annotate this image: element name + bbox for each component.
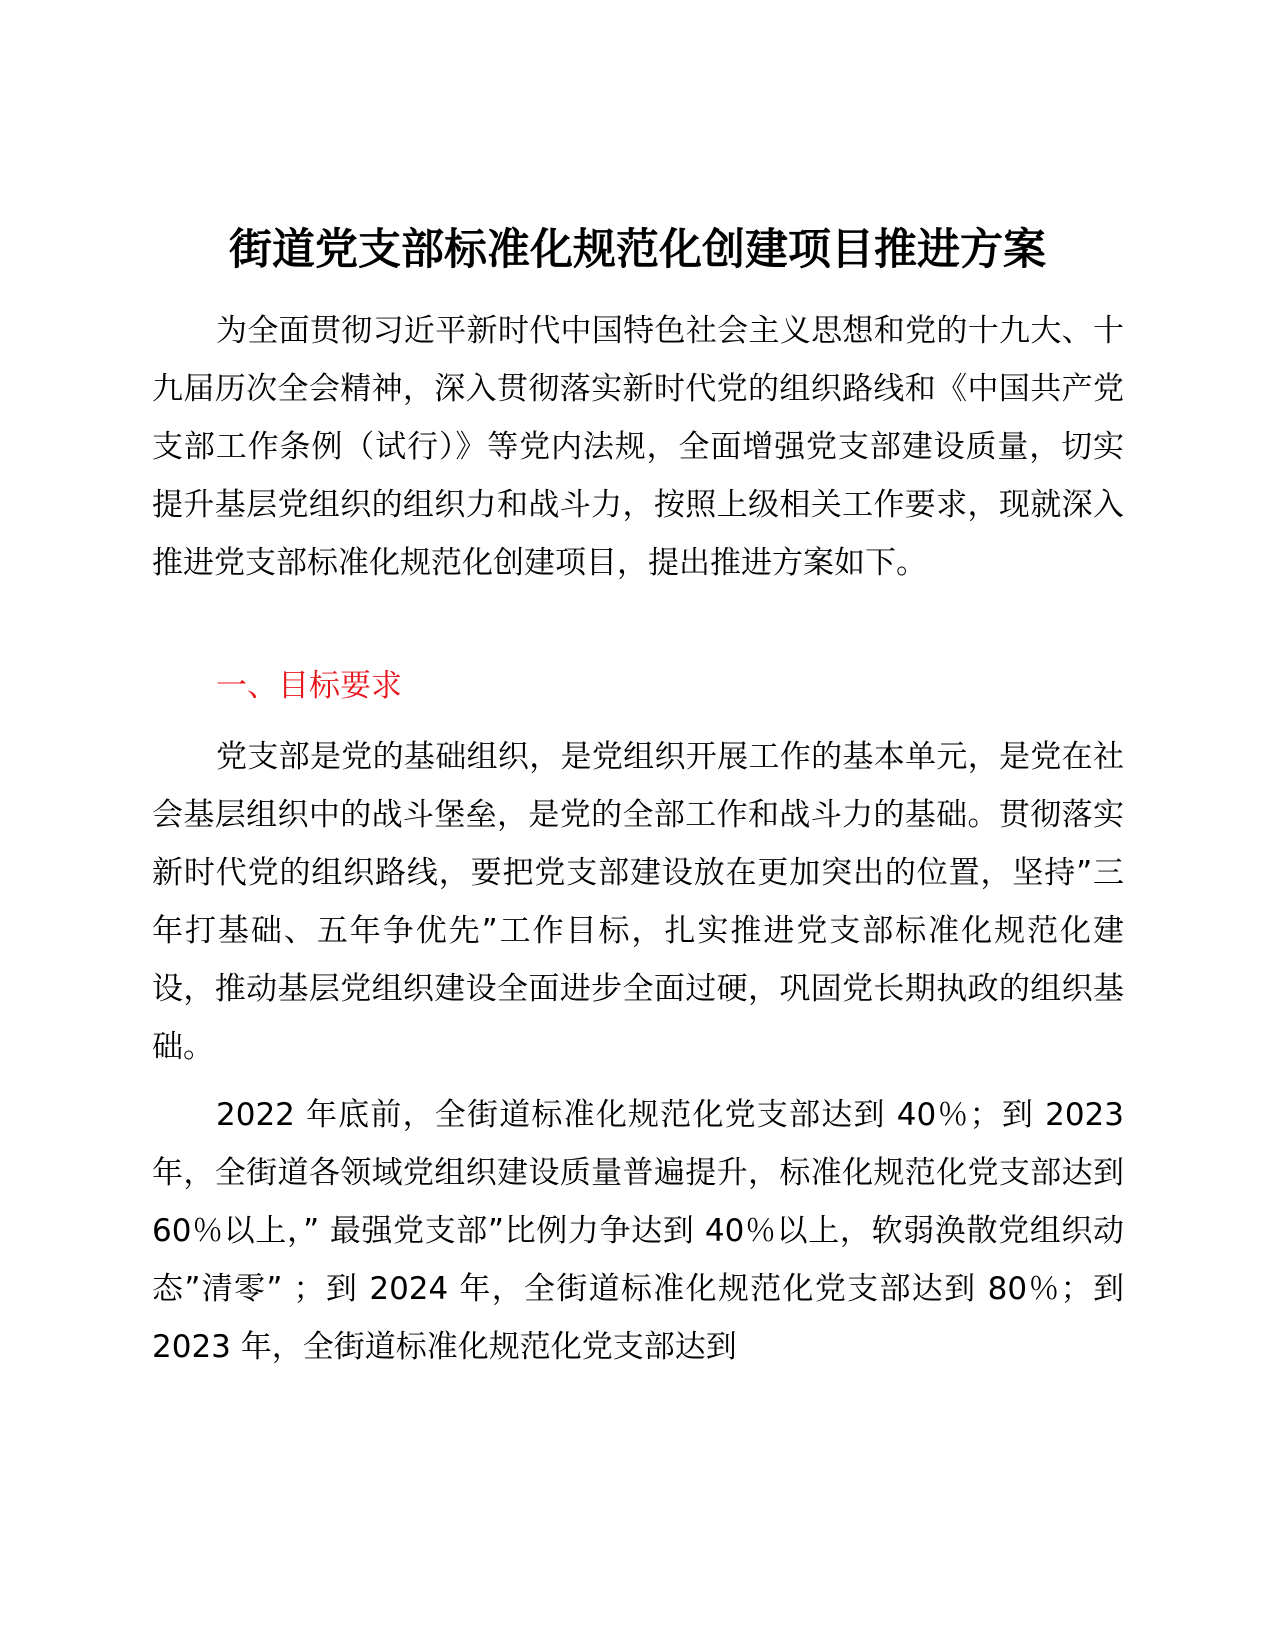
intro-paragraph: 为全面贯彻习近平新时代中国特色社会主义思想和党的十九大、十九届历次全会精神，深入贯彻落实新时代党的组织路线和《中国共产党支部工作条例（试行）》等党内法规，全面增强党支部建设质量，切实提升基层党组织的组织力和战斗力，按照上级相关工作要求，现就深入推进党支部标准化规范化创建项目，提出推进方案如下。 bbox=[152, 313, 1124, 581]
section-heading-goals: 一、目标要求 bbox=[216, 668, 402, 704]
goals-paragraph-1: 党支部是党的基础组织，是党组织开展工作的基本单元，是党在社会基层组织中的战斗堡垒，是党的全部工作和战斗力的基础。贯彻落实新时代党的组织路线，要把党支部建设放在更加突出的位置，坚持”三年打基础、五年争优先”工作目标，扎实推进党支部标准化规范化建设，推动基层党组织建设全面进步全面过硬，巩固党长期执政的组织基础。 bbox=[152, 739, 1124, 1065]
document-title: 街道党支部标准化规范化创建项目推进方案 bbox=[229, 225, 1046, 275]
goals-paragraph-2: 2022 年底前，全街道标准化规范化党支部达到 40％；到 2023 年，全街道各领域党组织建设质量普遍提升，标准化规范化党支部达到 60％以上，” 最强党支部”比例力争达到 40％以上，软弱涣散党组织动态”清零” ；到 2024 年，全街道标准化规范化党支部达到 80％；到 2023 年，全街道标准化规范化党支部达到 bbox=[152, 1097, 1124, 1365]
